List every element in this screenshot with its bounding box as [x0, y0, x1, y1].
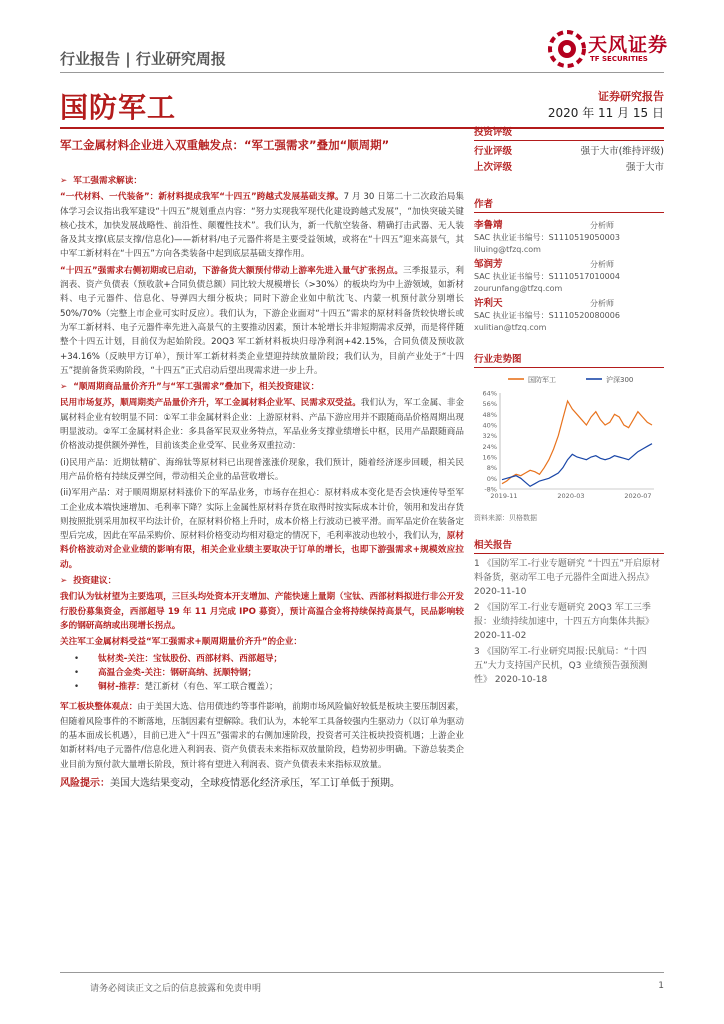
report-date: 2020 年 11 月 15 日: [547, 106, 664, 120]
logo-text-en: TF SECURITIES: [590, 55, 648, 63]
series-line: [502, 444, 652, 487]
page-number: 1: [658, 981, 664, 991]
paragraph: 军工板块整体观点：由于美国大选、信用债违约等事件影响，前期市场风险偏好较低是板块主要压制因素，但随着风险事件的不断落地，压制因素有望解除。我们认为，本轮军工具备较强内生驱动力（以订单为驱动的基本面成长机遇），目前已进入“十四五”强需求的右侧加速阶段，投资者可关注板块投资机遇；上游企业如新材料/电子元器件/信息化进入利润表、资产负债表未来指标双放量阶段，趋势初步明确。下游总装类企业目前为预付款大量增长阶段，预计将有望进入利润表、资产负债表未来指标双放量。: [60, 702, 464, 770]
paragraph: “十四五”强需求右侧初期或已启动，下游备货大额预付带动上游率先进入量气扩张拐点。三季报显示，利润表、资产负债表（预收款+合同负债总额）同比较大规模增长（>30%）的板块均为中上游领域，如新材料、电子元器件、信息化、导弹四大细分板块；同时下游企业如中航沈飞、内蒙一机预付款分别增长 50%/70%（完整上市企业可实时反应）。我们认为，下游企业面对“十四五”需求的原材料备货较快增长或为军工新材料、电子元器件率先进入高景气的主要推动因素，预计本轮增长并非短期需求反弹，而是将伴随整个十四五计划，目前仅为起始阶段。20Q3 军工新材料板块归母净利润+42.15%，合同负债及预收款+34.16%（反映甲方订单），预计军工新材料类企业望迎持续放量阶段；我们认为，目前产业处于“十四五”提前备货采购阶段，“十四五”正式启动后望出现需求进一步上升。: [60, 265, 464, 376]
paragraph: “一代材料、一代装备”：新材料提成我军“十四五”跨越式发展基础支撑。7 月 30 日第二十二次政治局集体学习会议指出我军建设“十四五”规划重点内容：“努力实现我军现代化建设跨越式发展”，“加快突破关键核心技术，加快发展战略性、前沿性、颠覆性技术”。我们认为，新一代航空装备、精确打击武器、无人装备及其支撑(底层支撑/信息化)——新材料/电子元器件将是主要受益领域，或将在“十四五”迎来高景气，其中军工新材料在“十四五”方向各类装备中起到底层基础支撑作用。: [60, 192, 465, 260]
section-heading-3: ➢ 投资建议：: [60, 576, 117, 587]
author-block: 邹润芳 分析师 SAC 执业证书编号：S1110517010004 zourunfang@tfzq.com: [474, 259, 620, 293]
related-reports: [474, 557, 664, 687]
rating-row: 行业评级 强于大市(维持评级): [474, 146, 664, 157]
series-line: [502, 401, 652, 484]
list-item: • 高温合金类-关注：钢研高纳、抚顺特钢；: [74, 667, 257, 678]
y-tick-label: 32%: [482, 432, 497, 441]
y-tick-label: -8%: [484, 485, 497, 494]
paragraph: 关注军工金属材料受益“军工强需求+顺周期量价齐升”的企业：: [60, 637, 302, 648]
author-block: 李鲁靖 分析师 SAC 执业证书编号：S1110519050003 liluing@tfzq.com: [474, 220, 620, 254]
related-report-item[interactable]: 3 《国防军工-行业研究周报:民航局：“十四五”大力支持国产民机，Q3 业绩预告强预测性》 2020-10-18: [474, 647, 648, 685]
list-item: • 钛材类-关注：宝钛股份、西部材料、西部超导；: [74, 653, 283, 664]
chart-source: 资料来源：贝格数据: [474, 514, 537, 522]
footer-divider: [60, 972, 664, 973]
paragraph: 民用市场复苏，顺周期类产品量价齐升，军工金属材料企业军、民需求双受益。我们认为，军工金属、非金属材料企业有较明显不同：①军工非金属材料企业：上游原材料、产品下游应用并不跟随商品价格周期出现明显波动。②军工金属材料企业：多具备军民双业务特点，军品业务支撑业绩增长中枢，民用产品跟随商品价格波动提供额外弹性，目前该类企业受军、民业务双重拉动：: [60, 398, 464, 452]
trend-chart-svg: [474, 371, 664, 511]
y-tick-label: 16%: [482, 453, 497, 462]
x-tick-label: 2020-07: [624, 492, 652, 500]
x-tick-label: 2019-11: [490, 492, 518, 500]
rating-row: 上次评级 强于大市: [474, 162, 664, 173]
trend-chart: [474, 371, 664, 511]
page-title: 国防军工: [60, 91, 177, 124]
paragraph: 我们认为钛材望为主要选项，三巨头均处资本开支增加、产能快速上量期（宝钛、西部材料拟进行非公开发行股份募集资金，西部超导 19 年 11 月完成 IPO 募资），预计高温合金将持续保持高景气，民品影响较多的钢研高纳或出现增长拐点。: [60, 592, 464, 631]
footer-notice: 请务必阅读正文之后的信息披露和免责申明: [90, 984, 262, 994]
report-subtitle: 军工金属材料企业进入双重触发点：“军工强需求”叠加“顺周期”: [60, 138, 390, 152]
paragraph: (i)民用产品：近期钛精矿、海绵钛等原材料已出现普涨涨价现象，我们预计，随着经济逐步回暖，相关民用产品价格有持续反弹空间，带动相关企业的品营收增长。: [60, 457, 464, 482]
related-report-item[interactable]: 2 《国防军工-行业专题研究 20Q3 军工三季报：业绩持续加速中，十四五方向集体共振》 2020-11-02: [474, 603, 655, 641]
legend-label: 国防军工: [528, 376, 556, 384]
logo-mark-icon: [548, 30, 586, 68]
y-tick-label: 64%: [482, 389, 497, 398]
section-heading-1: ➢ 军工强需求解读：: [60, 176, 142, 186]
company-logo: [548, 30, 672, 70]
author-heading: 作者: [474, 196, 664, 213]
y-tick-label: 8%: [486, 464, 497, 473]
legend-label: 沪深300: [606, 376, 634, 384]
y-tick-label: 24%: [482, 442, 497, 451]
main-content: [60, 172, 464, 793]
report-label: 证券研究报告: [598, 90, 664, 103]
y-tick-label: 40%: [482, 421, 497, 430]
sidebar: [474, 124, 664, 689]
y-tick-label: 0%: [486, 474, 497, 483]
related-heading: 相关报告: [474, 537, 664, 554]
logo-text-cn: 天风证券: [588, 34, 669, 56]
y-tick-label: 56%: [482, 400, 497, 409]
author-block: 许利天 分析师 SAC 执业证书编号：S1110520080006 xulitian@tfzq.com: [474, 298, 620, 332]
header-divider: [60, 72, 664, 73]
x-tick-label: 2020-03: [557, 492, 585, 500]
section-heading-2: ➢ “顺周期商品量价齐升”与“军工强需求”叠加下，相关投资建议：: [60, 382, 320, 393]
rating-heading: 投资评级: [474, 124, 664, 141]
list-item: • 铜材-推荐：楚江新材（有色、军工联合覆盖）；: [74, 682, 278, 693]
report-type: 行业报告 | 行业研究周报: [60, 50, 226, 68]
y-tick-label: 48%: [482, 410, 497, 419]
related-report-item[interactable]: 1 《国防军工-行业专题研究 “十四五”开启原材料备货，驱动军工电子元器件全面进入拐点》 2020-11-10: [474, 559, 661, 597]
paragraph: (ii)军用产品：对于顺周期原材料涨价下的军品业务，市场存在担心：原材料成本变化是否会快速传导至军工企业成本端快速增加、毛利率下降？实际上金属性原材料存货在取得时按实际成本计价，领用和发出存货则按照批别采用加权平均法计价，在原材料价格上升时，成本价格上行波动已被平滑。而军品定价在装备定型后完成，因此在军品采购价、原材料价格变动均相对稳定的情况下，毛利率波动也较小，我们认为，原材料价格波动对企业业绩的影响有限，相关企业业绩主要取决于订单的增长，也即下游强需求+规模效应拉动。: [60, 488, 464, 570]
risk-paragraph: 风险提示：美国大选结果变动，全球疫情恶化经济承压，军工订单低于预期。: [60, 777, 400, 789]
chart-heading: 行业走势图: [474, 351, 664, 368]
